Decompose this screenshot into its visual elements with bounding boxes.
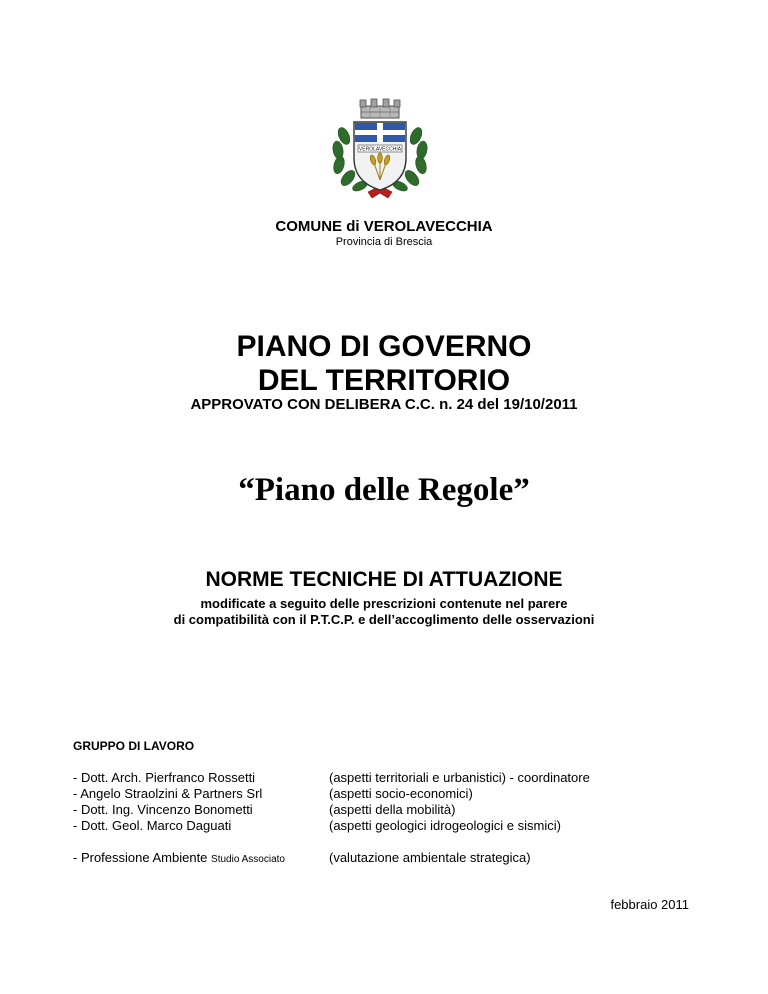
team-member-role: (aspetti territoriali e urbanistici) - coordinatore xyxy=(329,770,590,785)
working-group-heading: GRUPPO DI LAVORO xyxy=(73,739,195,753)
norme-heading: NORME TECNICHE DI ATTUAZIONE xyxy=(205,568,563,591)
provincia-name: Provincia di Brescia xyxy=(335,236,433,248)
approval-note: APPROVATO CON DELIBERA C.C. n. 24 del 19/10/2011 xyxy=(190,396,578,413)
norme-description-line1: modificate a seguito delle prescrizioni contenute nel parere xyxy=(200,596,568,611)
crown-icon xyxy=(360,99,400,118)
team-member-name: - Dott. Ing. Vincenzo Bonometti xyxy=(73,802,253,817)
team-member-name xyxy=(73,850,285,868)
team-member-name: - Angelo Straolzini & Partners Srl xyxy=(73,786,263,801)
team-member-role: (valutazione ambientale strategica) xyxy=(329,850,531,865)
team-member-row xyxy=(73,802,713,818)
ambiente-name-small: Studio Associato xyxy=(211,854,285,865)
team-member-row xyxy=(73,818,713,834)
comune-name: COMUNE di VEROLAVECCHIA xyxy=(275,218,493,235)
municipal-crest-icon xyxy=(324,96,436,204)
team-member-row xyxy=(73,850,713,866)
team-member-name: - Dott. Geol. Marco Daguati xyxy=(73,818,232,833)
team-member-row xyxy=(73,770,713,786)
team-member-row xyxy=(73,786,713,802)
team-member-role: (aspetti geologici idrogeologici e sismici) xyxy=(329,818,561,833)
team-member-role: (aspetti della mobilità) xyxy=(329,802,456,817)
team-member-role: (aspetti socio-economici) xyxy=(329,786,473,801)
document-title-line1: PIANO DI GOVERNO xyxy=(236,330,532,363)
team-member-name: - Dott. Arch. Pierfranco Rossetti xyxy=(73,770,256,785)
svg-text:VEROLAVECCHIA: VEROLAVECCHIA xyxy=(358,146,402,153)
document-subtitle: “Piano delle Regole” xyxy=(238,472,530,508)
ambiente-name: - Professione Ambiente xyxy=(73,850,208,865)
document-date: febbraio 2011 xyxy=(610,897,689,912)
document-title-line2: DEL TERRITORIO xyxy=(257,364,511,397)
norme-description-line2: di compatibilità con il P.T.C.P. e dell’accoglimento delle osservazioni xyxy=(173,612,595,627)
